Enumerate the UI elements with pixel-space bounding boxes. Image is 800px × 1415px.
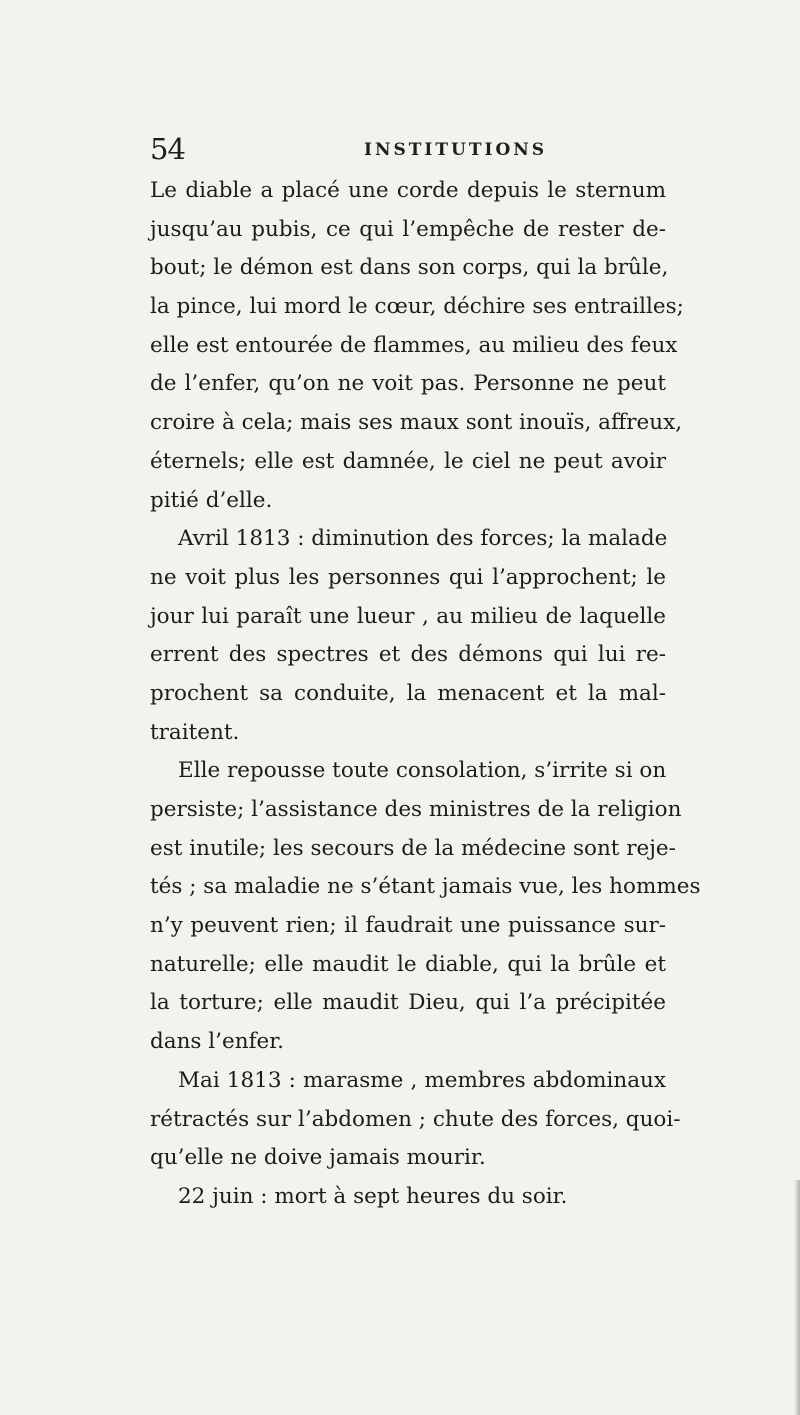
text-line: dans l’enfer. [150, 1029, 285, 1055]
text-line: n’y peuvent rien; il faudrait une puissance sur- [150, 913, 666, 939]
text-line: jusqu’au pubis, ce qui l’empêche de rester de- [150, 216, 666, 242]
text-line: la torture; elle maudit Dieu, qui l’a précipitée [150, 990, 666, 1016]
page-number: 54 [150, 132, 185, 166]
text-line: tés ; sa maladie ne s’étant jamais vue, les hommes [150, 874, 701, 900]
text-line: persiste; l’assistance des ministres de la religion [150, 797, 682, 822]
text-line: rétractés sur l’abdomen ; chute des forces, quoi- [150, 1106, 681, 1132]
text-line: Mai 1813 : marasme , membres abdominaux [178, 1067, 666, 1093]
text-line: éternels; elle est damnée, le ciel ne peut avoir [150, 448, 666, 474]
text-line: Le diable a placé une corde depuis le sternum [150, 178, 666, 203]
text-line: croire à cela; mais ses maux sont inouïs, affreux, [150, 410, 683, 436]
page-edge-shadow [794, 1180, 800, 1415]
text-line: de l’enfer, qu’on ne voit pas. Personne ne peut [150, 371, 666, 397]
text-line: naturelle; elle maudit le diable, qui la brûle et [150, 951, 666, 977]
text-line: elle est entourée de flammes, au milieu des feux [150, 332, 678, 358]
text-line: 22 juin : mort à sept heures du soir. [178, 1183, 568, 1209]
text-line: la pince, lui mord le cœur, déchire ses entrailles; [150, 294, 684, 320]
text-line: bout; le démon est dans son corps, qui la brûle, [150, 255, 669, 281]
text-line: Elle repousse toute consolation, s’irrite si on [178, 758, 667, 784]
page-header [150, 132, 650, 172]
body-text [150, 172, 701, 1217]
text-line: qu’elle ne doive jamais mourir. [150, 1145, 486, 1171]
text-line: traitent. [150, 719, 240, 745]
text-line: jour lui paraît une lueur , au milieu de laquelle [150, 603, 666, 629]
text-line: est inutile; les secours de la médecine sont reje- [150, 835, 676, 861]
text-line: pitié d’elle. [150, 487, 273, 513]
running-title: INSTITUTIONS [364, 140, 548, 160]
text-line: prochent sa conduite, la menacent et la mal- [150, 680, 666, 706]
text-line: ne voit plus les personnes qui l’approchent; le [150, 564, 666, 590]
text-line: errent des spectres et des démons qui lui re- [150, 642, 666, 668]
text-line: Avril 1813 : diminution des forces; la malade [178, 526, 668, 552]
